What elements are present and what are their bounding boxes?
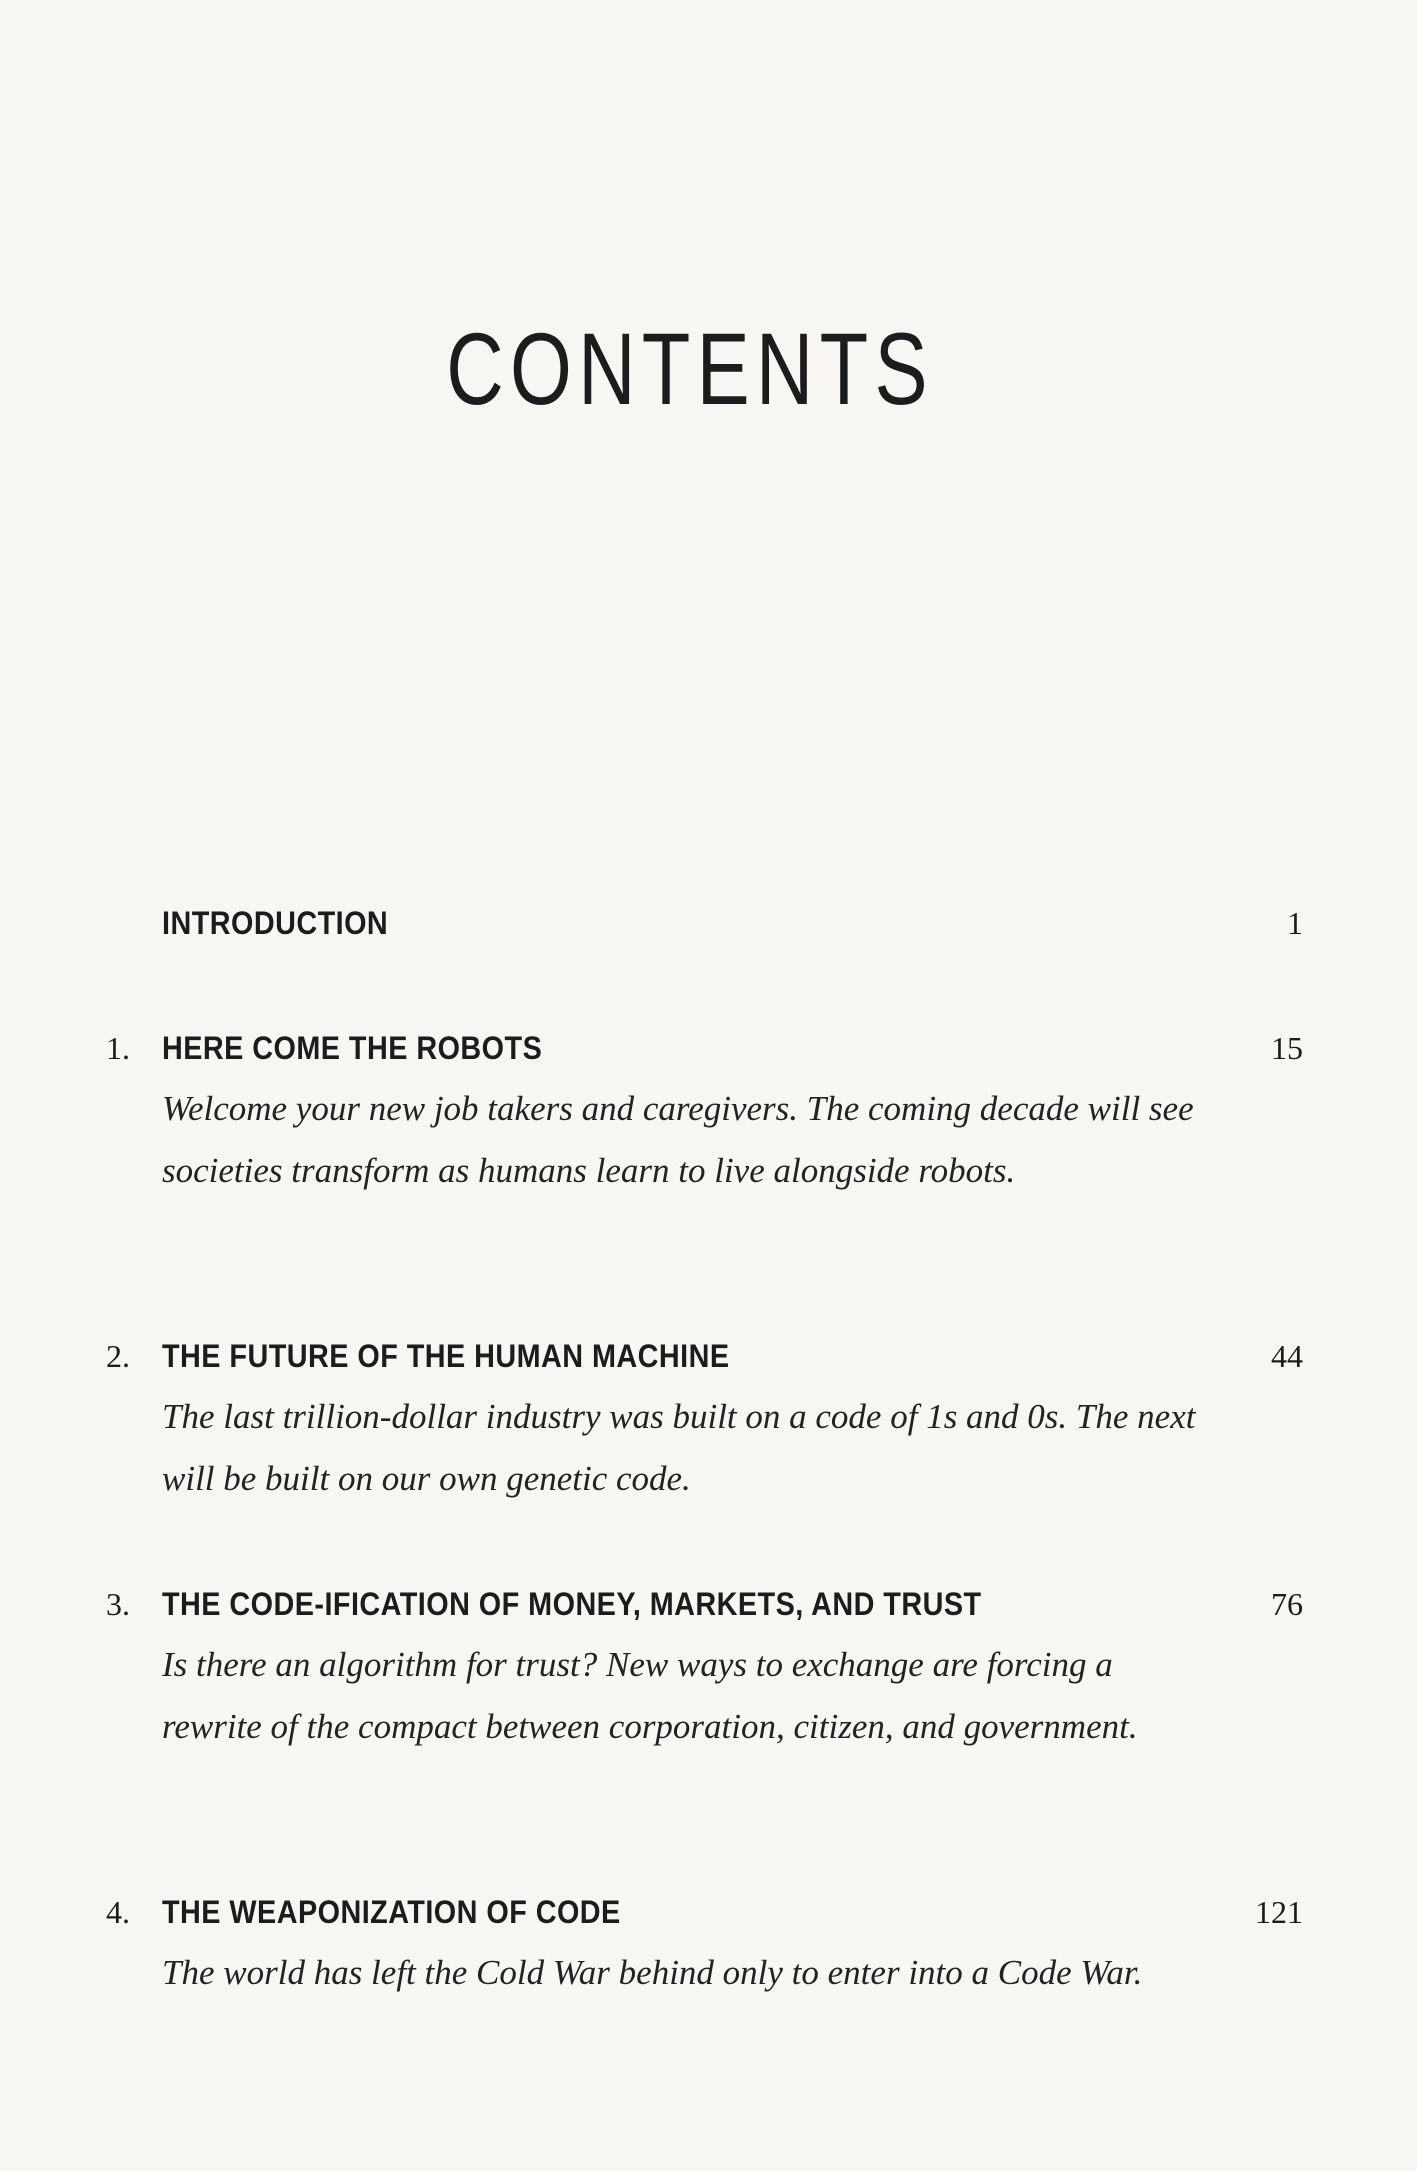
chapter-page: 15 (1271, 1030, 1303, 1066)
chapter-title: THE CODE-IFICATION OF MONEY, MARKETS, AND TRUST (162, 1586, 982, 1622)
toc-entry-title: INTRODUCTION (162, 905, 389, 941)
chapter-number: 2. (106, 1338, 130, 1374)
chapter-number: 3. (106, 1586, 130, 1622)
chapter-number: 1. (106, 1030, 130, 1066)
chapter-description: Is there an algorithm for trust? New ways to exchange are forcing a rewrite of the compact between corporation, citizen, and government. (162, 1645, 1138, 1746)
page-title: CONTENTS (446, 312, 934, 426)
chapter-description: The world has left the Cold War behind only to enter into a Code War. (162, 1953, 1143, 1992)
chapter-page: 44 (1271, 1338, 1303, 1374)
chapter-description: Welcome your new job takers and caregivers. The coming decade will see societies transform as humans learn to live alongside robots. (162, 1089, 1194, 1190)
toc-entry-page: 1 (1287, 905, 1303, 941)
chapter-title: THE FUTURE OF THE HUMAN MACHINE (162, 1338, 730, 1374)
chapter-description: The last trillion-dollar industry was built on a code of 1s and 0s. The next will be built on our own genetic code. (162, 1397, 1196, 1498)
chapter-page: 76 (1271, 1586, 1303, 1622)
chapter-title: THE WEAPONIZATION OF CODE (162, 1894, 621, 1930)
chapter-page: 121 (1255, 1894, 1303, 1930)
chapter-number: 4. (106, 1894, 130, 1930)
chapter-title: HERE COME THE ROBOTS (162, 1030, 543, 1066)
